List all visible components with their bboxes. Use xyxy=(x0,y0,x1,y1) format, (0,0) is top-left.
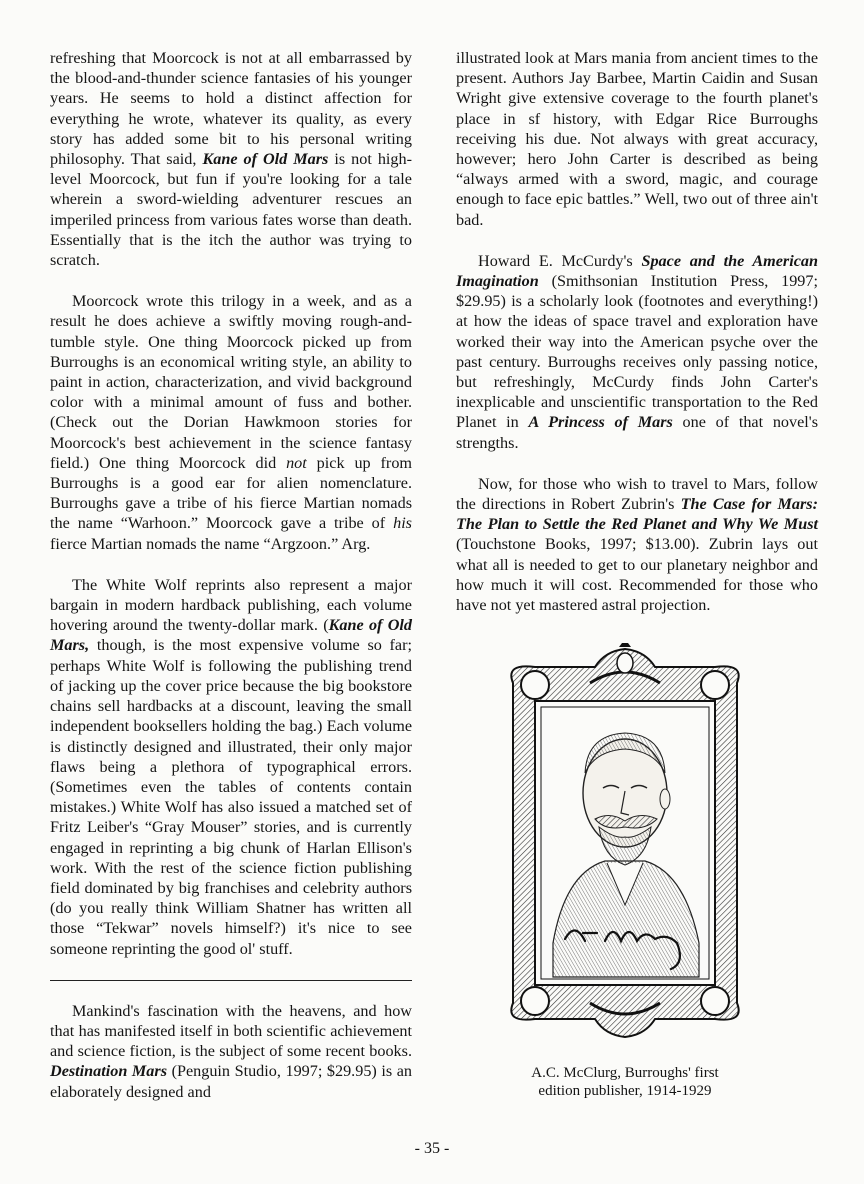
paragraph: Moorcock wrote this trilogy in a week, and as a result he does achieve a swiftly moving rough-and-tumble style. One thing Moorcock picked up from Burroughs is an economical writing style, an ability to paint in action, characterization, and vivid background color with a minimal amount of fuss and bother. (Check out the Dorian Hawkmoon stories for Moorcock's best achievement in the science fantasy field.) One thing Moorcock did not pick up from Burroughs is a good ear for alien nomenclature. Burroughs gave a tribe of his fierce Martian nomads the name “Warhoon.” Moorcock gave a tribe of his fierce Martian nomads the name “Argzoon.” Arg. xyxy=(50,292,412,553)
emphasis: his xyxy=(393,514,412,533)
paragraph: The White Wolf reprints also represent a major bargain in modern hardback publishing, each volume hovering around the twenty-dollar mark. (Kane of Old Mars, though, is the most expensive volume so far; perhaps White Wolf is following the publishing trend of jacking up the cover price because the big bookstore chains sell hardbacks at a discount, leaving the small independent booksellers holding the bag.) Each volume is distinctly designed and illustrated, their only major flaws being a plethora of typographical errors. (Sometimes even the tables of contents contain mistakes.) White Wolf has also issued a matched set of Fritz Leiber's “Gray Mouser” stories, and is currently engaged in reprinting a big chunk of Harlan Ellison's work. With the rest of the science fiction publishing field dominated by big franchises and celebrity authors (do you really think William Shatner has written all those “Tekwar” novels himself?) it's nice to see someone reprinting the good ol' stuff. xyxy=(50,575,413,958)
book-title: Kane of Old Mars, xyxy=(50,616,413,655)
paragraph: Howard E. McCurdy's Space and the American Imagination (Smithsonian Institution Press, 1997; $29.95) is a scholarly look (footnotes and everything!) at how the ideas of space travel and exploration have worked their way into the American psyche over the past century. Burroughs receives only passing notice, but refreshingly, McCurdy finds John Carter's inexplicable and unscientific transportation to the Red Planet in A Princess of Mars one of that novel's strengths. xyxy=(456,251,819,452)
emphasis: not xyxy=(286,453,307,472)
page-number: - 35 - xyxy=(414,1140,450,1157)
caption-line: A.C. McClurg, Burroughs' first xyxy=(531,1065,719,1081)
engraved-portrait-icon xyxy=(495,643,755,1043)
portrait-figure xyxy=(495,643,755,1043)
paragraph: illustrated look at Mars mania from ancient times to the present. Authors Jay Barbee, Martin Caidin and Susan Wright give extensive coverage to the fourth planet's place in sf history, with Edgar Rice Burroughs receiving his due. Not always with great accuracy, however; hero John Carter is described as being “always armed with a sword, magic, and courage enough to face epic battles.” Well, two out of three ain't bad. xyxy=(456,49,818,229)
figure-caption xyxy=(520,1064,730,1100)
book-title: Destination Mars xyxy=(50,1062,168,1081)
caption-line: edition publisher, 1914-1929 xyxy=(538,1083,712,1099)
left-column xyxy=(50,48,412,1123)
book-title: A Princess of Mars xyxy=(528,413,673,432)
bleed-through-text xyxy=(470,2,810,32)
paragraph: refreshing that Moorcock is not at all embarrassed by the blood-and-thunder science fantasies of his younger years. He seems to hold a distinct affection for everything he wrote, whatever its quality, as every story has added some bit to his personal writing philosophy. That said, Kane of Old Mars is not high-level Moorcock, but fun if you're looking for a tale wherein a sword-wielding adventurer rescues an imperiled princess from various fates worse than death. Essentially that is the itch the author was trying to scratch. xyxy=(50,49,413,270)
book-title: Kane of Old Mars xyxy=(202,150,329,169)
paragraph: Now, for those who wish to travel to Mars, follow the directions in Robert Zubrin's The Case for Mars: The Plan to Settle the Red Planet and Why We Must (Touchstone Books, 1997; $13.00). Zubrin lays out what all is needed to get to our planetary neighbor and how much it will cost. Recommended for those who have not yet mastered astral projection. xyxy=(456,474,818,615)
section-divider xyxy=(50,980,412,981)
paragraph: Mankind's fascination with the heavens, and how that has manifested itself in both scientific achievement and science fiction, is the subject of some recent books. Destination Mars (Penguin Studio, 1997; $29.95) is an elaborately designed and xyxy=(50,1001,412,1101)
book-title: Space and the American Imagination xyxy=(456,251,819,291)
book-title: The Case for Mars: The Plan to Settle the Red Planet and Why We Must xyxy=(456,495,818,534)
right-column xyxy=(456,48,818,636)
